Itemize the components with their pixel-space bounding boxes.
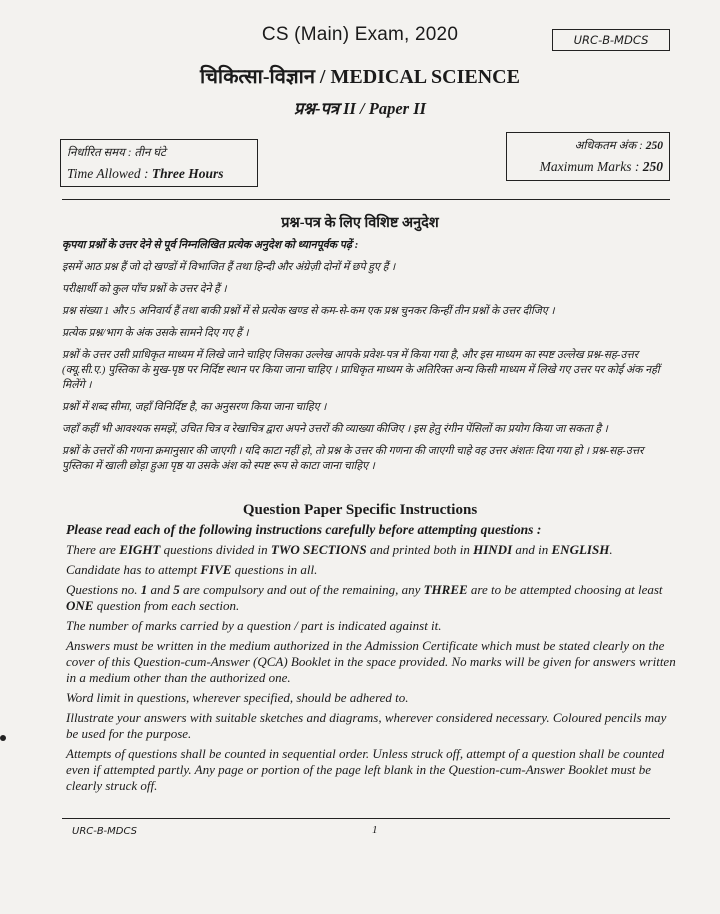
maximum-marks-english	[513, 156, 663, 177]
divider-bottom	[62, 818, 670, 819]
hindi-instruction: प्रश्नों में शब्द सीमा, जहाँ विनिर्दिष्ट है, का अनुसरण किया जाना चाहिए ।	[62, 401, 327, 413]
exam-title: CS (Main) Exam, 2020	[261, 24, 459, 45]
footer-paper-code: URC-B-MDCS	[72, 826, 137, 837]
english-instructions-list	[66, 522, 680, 798]
paper-code-box: URC-B-MDCS	[552, 29, 670, 51]
english-instruction: There are EIGHT questions divided in TWO SECTIONS and printed both in HINDI and in ENGLISH.	[66, 542, 613, 557]
hindi-instructions-heading: प्रश्न-पत्र के लिए विशिष्ट अनुदेश	[281, 215, 439, 231]
english-instruction: Illustrate your answers with suitable sketches and diagrams, wherever considered necessary. Coloured pencils may be used for the purpose.	[66, 710, 667, 741]
english-instruction: Answers must be written in the medium authorized in the Admission Certificate which must be stated clearly on the cover of this Question-cum-Answer (QCA) Booklet in the space provided. No marks will be given for answers written in a medium other than the authorized one.	[66, 638, 676, 685]
hindi-instruction: इसमें आठ प्रश्न हैं जो दो खण्डों में विभाजित हैं तथा हिन्दी और अंग्रेज़ी दोनों में छपे हुए हैं ।	[62, 261, 396, 273]
time-allowed-hindi: निर्धारित समय : तीन घंटे	[67, 147, 166, 159]
paper-number: प्रश्न-पत्र II / Paper II	[293, 99, 427, 118]
time-allowed-box	[60, 139, 258, 187]
maximum-marks-box	[506, 132, 670, 181]
english-instruction: The number of marks carried by a question / part is indicated against it.	[66, 618, 442, 633]
english-instruction: Word limit in questions, wherever specified, should be adhered to.	[66, 690, 409, 705]
hindi-instruction: प्रश्नों के उत्तरों की गणना क्रमानुसार की जाएगी । यदि काटा नहीं हो, तो प्रश्न के उत्तर की गणना की जाएगी चाहे वह उत्तर अंशतः दिया गया हो । प्रश्न-सह-उत्तर पुस्तिका में खाली छोड़ा हुआ पृष्ठ या उसके अंश को स्पष्ट रूप से काटा जाना चाहिए ।	[62, 445, 644, 472]
hindi-instructions-list	[62, 238, 674, 481]
english-instruction-lead: Please read each of the following instructions carefully before attempting questions :	[66, 522, 542, 537]
english-instruction: Questions no. 1 and 5 are compulsory and out of the remaining, any THREE are to be attempted choosing at least ONE question from each section.	[66, 582, 663, 613]
subject-title: चिकित्सा-विज्ञान / MEDICAL SCIENCE	[200, 66, 520, 88]
scan-mark-dot	[0, 735, 6, 741]
time-allowed-english	[67, 163, 257, 184]
hindi-instruction: कृपया प्रश्नों के उत्तर देने से पूर्व निम्नलिखित प्रत्येक अनुदेश को ध्यानपूर्वक पढ़ें :	[62, 239, 359, 251]
time-allowed-label: Time Allowed :	[67, 166, 152, 181]
time-allowed-value: Three Hours	[151, 166, 224, 181]
hindi-instruction: प्रश्न संख्या 1 और 5 अनिवार्य हैं तथा बाकी प्रश्नों में से प्रत्येक खण्ड से कम-से-कम एक प्रश्न चुनकर किन्हीं तीन प्रश्नों के उत्तर दीजिए ।	[62, 305, 555, 317]
divider-top	[62, 199, 670, 200]
hindi-instruction: प्रत्येक प्रश्न/भाग के अंक उसके सामने दिए गए हैं ।	[62, 327, 249, 339]
english-instruction: Attempts of questions shall be counted in sequential order. Unless struck off, attempt of a question shall be counted even if attempted partly. Any page or portion of the page left blank in the Question-cum-Answer Booklet must be clearly struck off.	[66, 746, 665, 793]
hindi-instruction: परीक्षार्थी को कुल पाँच प्रश्नों के उत्तर देने हैं ।	[62, 283, 227, 295]
maximum-marks-hindi	[513, 137, 663, 156]
maximum-marks-label: Maximum Marks :	[539, 159, 643, 174]
page-number: 1	[372, 824, 378, 836]
english-instruction: Candidate has to attempt FIVE questions in all.	[66, 562, 318, 577]
maximum-marks-hindi-value: 250	[645, 140, 663, 152]
english-instructions-heading: Question Paper Specific Instructions	[242, 502, 478, 518]
hindi-instruction: प्रश्नों के उत्तर उसी प्राधिकृत माध्यम में लिखे जाने चाहिए जिसका उल्लेख आपके प्रवेश-पत्र में किया गया है, और इस माध्यम का स्पष्ट उल्लेख प्रश्न-सह-उत्तर (क्यू.सी.ए.) पुस्तिका के मुख-पृष्ठ पर निर्दिष्ट स्थान पर किया जाना चाहिए । प्राधिकृत माध्यम के अतिरिक्त अन्य किसी माध्यम में लिखे गए उत्तर पर कोई अंक नहीं मिलेंगे ।	[62, 349, 660, 391]
maximum-marks-value: 250	[642, 159, 663, 174]
maximum-marks-hindi-label: अधिकतम अंक :	[574, 140, 646, 152]
hindi-instruction: जहाँ कहीं भी आवश्यक समझें, उचित चित्र व रेखाचित्र द्वारा अपने उत्तरों की व्याख्या कीजिए । इस हेतु रंगीन पेंसिलों का प्रयोग किया जा सकता है ।	[62, 423, 608, 435]
